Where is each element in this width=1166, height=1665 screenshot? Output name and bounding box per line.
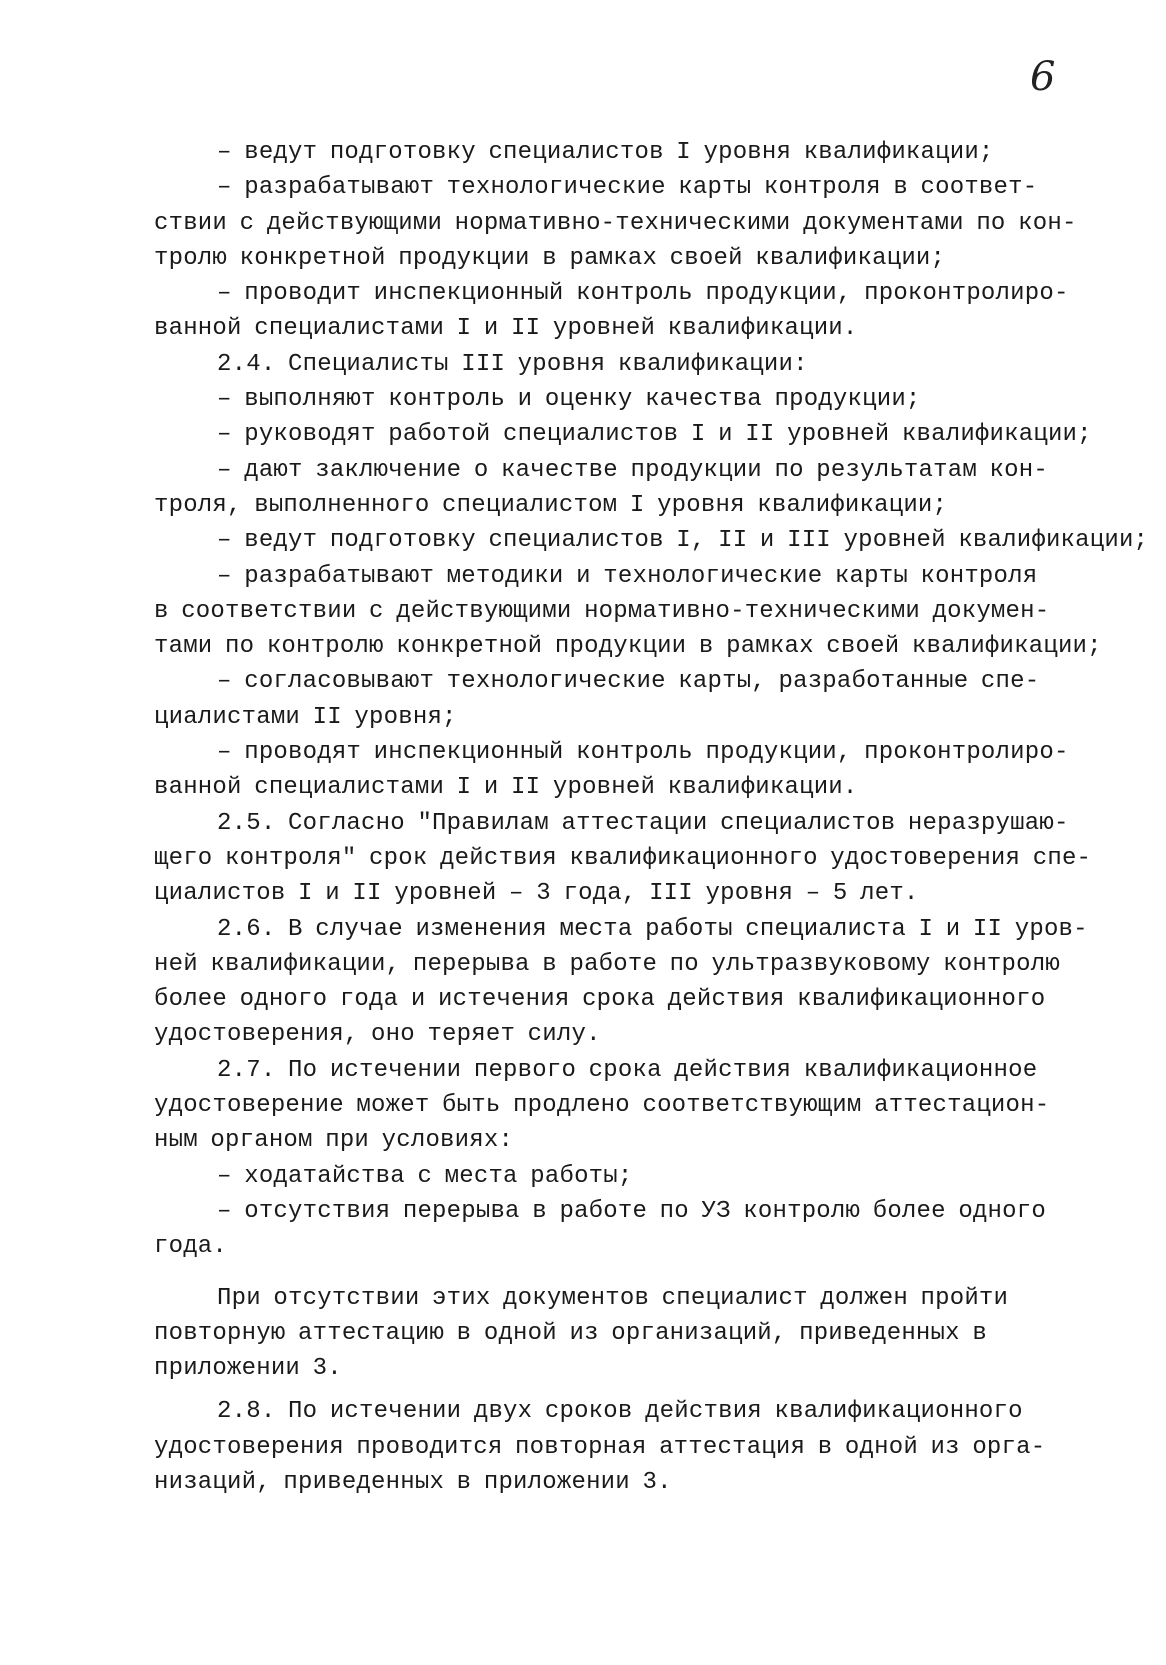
text-line: – дают заключение о качестве продукции по результатам кон-	[154, 456, 1048, 484]
text-line: – разрабатывают методики и технологические карты контроля	[154, 562, 1038, 590]
text-line: удостоверение может быть продлено соответствующим аттестацион-	[154, 1092, 1050, 1120]
text-line: года.	[154, 1233, 228, 1261]
text-line: низаций, приведенных в приложении 3.	[154, 1468, 672, 1496]
text-line: ней квалификации, перерыва в работе по ультразвуковому контролю	[154, 950, 1060, 978]
body-text	[154, 135, 1149, 1500]
section-2-6-paragraph: 2.6. В случае изменения места работы специалиста I и II уров-	[154, 915, 1088, 943]
text-line: ванной специалистами I и II уровней квалификации.	[154, 315, 858, 343]
text-line: При отсутствии этих документов специалист должен пройти	[154, 1284, 1009, 1312]
text-line: – ведут подготовку специалистов I уровня квалификации;	[154, 139, 994, 166]
text-line: – ведут подготовку специалистов I, II и III уровней квалификации;	[154, 527, 1149, 555]
text-line: удостоверения, оно теряет силу.	[154, 1021, 601, 1049]
text-line: ным органом при условиях:	[154, 1127, 514, 1155]
text-line: – согласовывают технологические карты, разработанные спе-	[154, 668, 1040, 696]
text-line: щего контроля" срок действия квалификационного удостоверения спе-	[154, 844, 1092, 872]
text-line: – отсутствия перерыва в работе по УЗ контролю более одного	[154, 1197, 1046, 1225]
section-2-8-paragraph: 2.8. По истечении двух сроков действия квалификационного	[154, 1398, 1023, 1426]
text-line: циалистами II уровня;	[154, 703, 457, 731]
paragraph-gap	[154, 1265, 1124, 1281]
text-line: – ходатайства с места работы;	[154, 1162, 633, 1190]
section-2-5-paragraph: 2.5. Согласно "Правилам аттестации специалистов неразрушаю-	[154, 809, 1069, 837]
text-line: ванной специалистами I и II уровней квалификации.	[154, 774, 858, 802]
text-line: – руководят работой специалистов I и II уровней квалификации;	[154, 421, 1092, 449]
section-2-7-paragraph: 2.7. По истечении первого срока действия квалификационное	[154, 1056, 1038, 1084]
text-line: повторную аттестацию в одной из организаций, приведенных в	[154, 1319, 987, 1347]
text-line: – проводят инспекционный контроль продукции, проконтролиро-	[154, 739, 1069, 767]
text-line: тролю конкретной продукции в рамках своей квалификации;	[154, 244, 946, 272]
text-line: – выполняют контроль и оценку качества продукции;	[154, 386, 921, 414]
text-line: в соответствии с действующими нормативно-техническими докумен-	[154, 597, 1050, 625]
section-2-4-heading: 2.4. Специалисты III уровня квалификации:	[154, 350, 808, 378]
page-number: 6	[1030, 54, 1056, 100]
paragraph-gap	[154, 1386, 1124, 1394]
text-line: приложении 3.	[154, 1355, 342, 1383]
text-line: удостоверения проводится повторная аттестация в одной из орга-	[154, 1433, 1046, 1461]
text-line: троля, выполненного специалистом I уровня квалификации;	[154, 491, 948, 519]
text-line: – проводит инспекционный контроль продукции, проконтролиро-	[154, 280, 1069, 308]
text-line: – разрабатывают технологические карты контроля в соответ-	[154, 174, 1038, 202]
text-line: ствии с действующими нормативно-техническими документами по кон-	[154, 209, 1077, 237]
text-line: более одного года и истечения срока действия квалификационного	[154, 986, 1046, 1014]
text-line: циалистов I и II уровней – 3 года, III уровня – 5 лет.	[154, 880, 919, 908]
text-line: тами по контролю конкретной продукции в рамках своей квалификации;	[154, 633, 1102, 661]
